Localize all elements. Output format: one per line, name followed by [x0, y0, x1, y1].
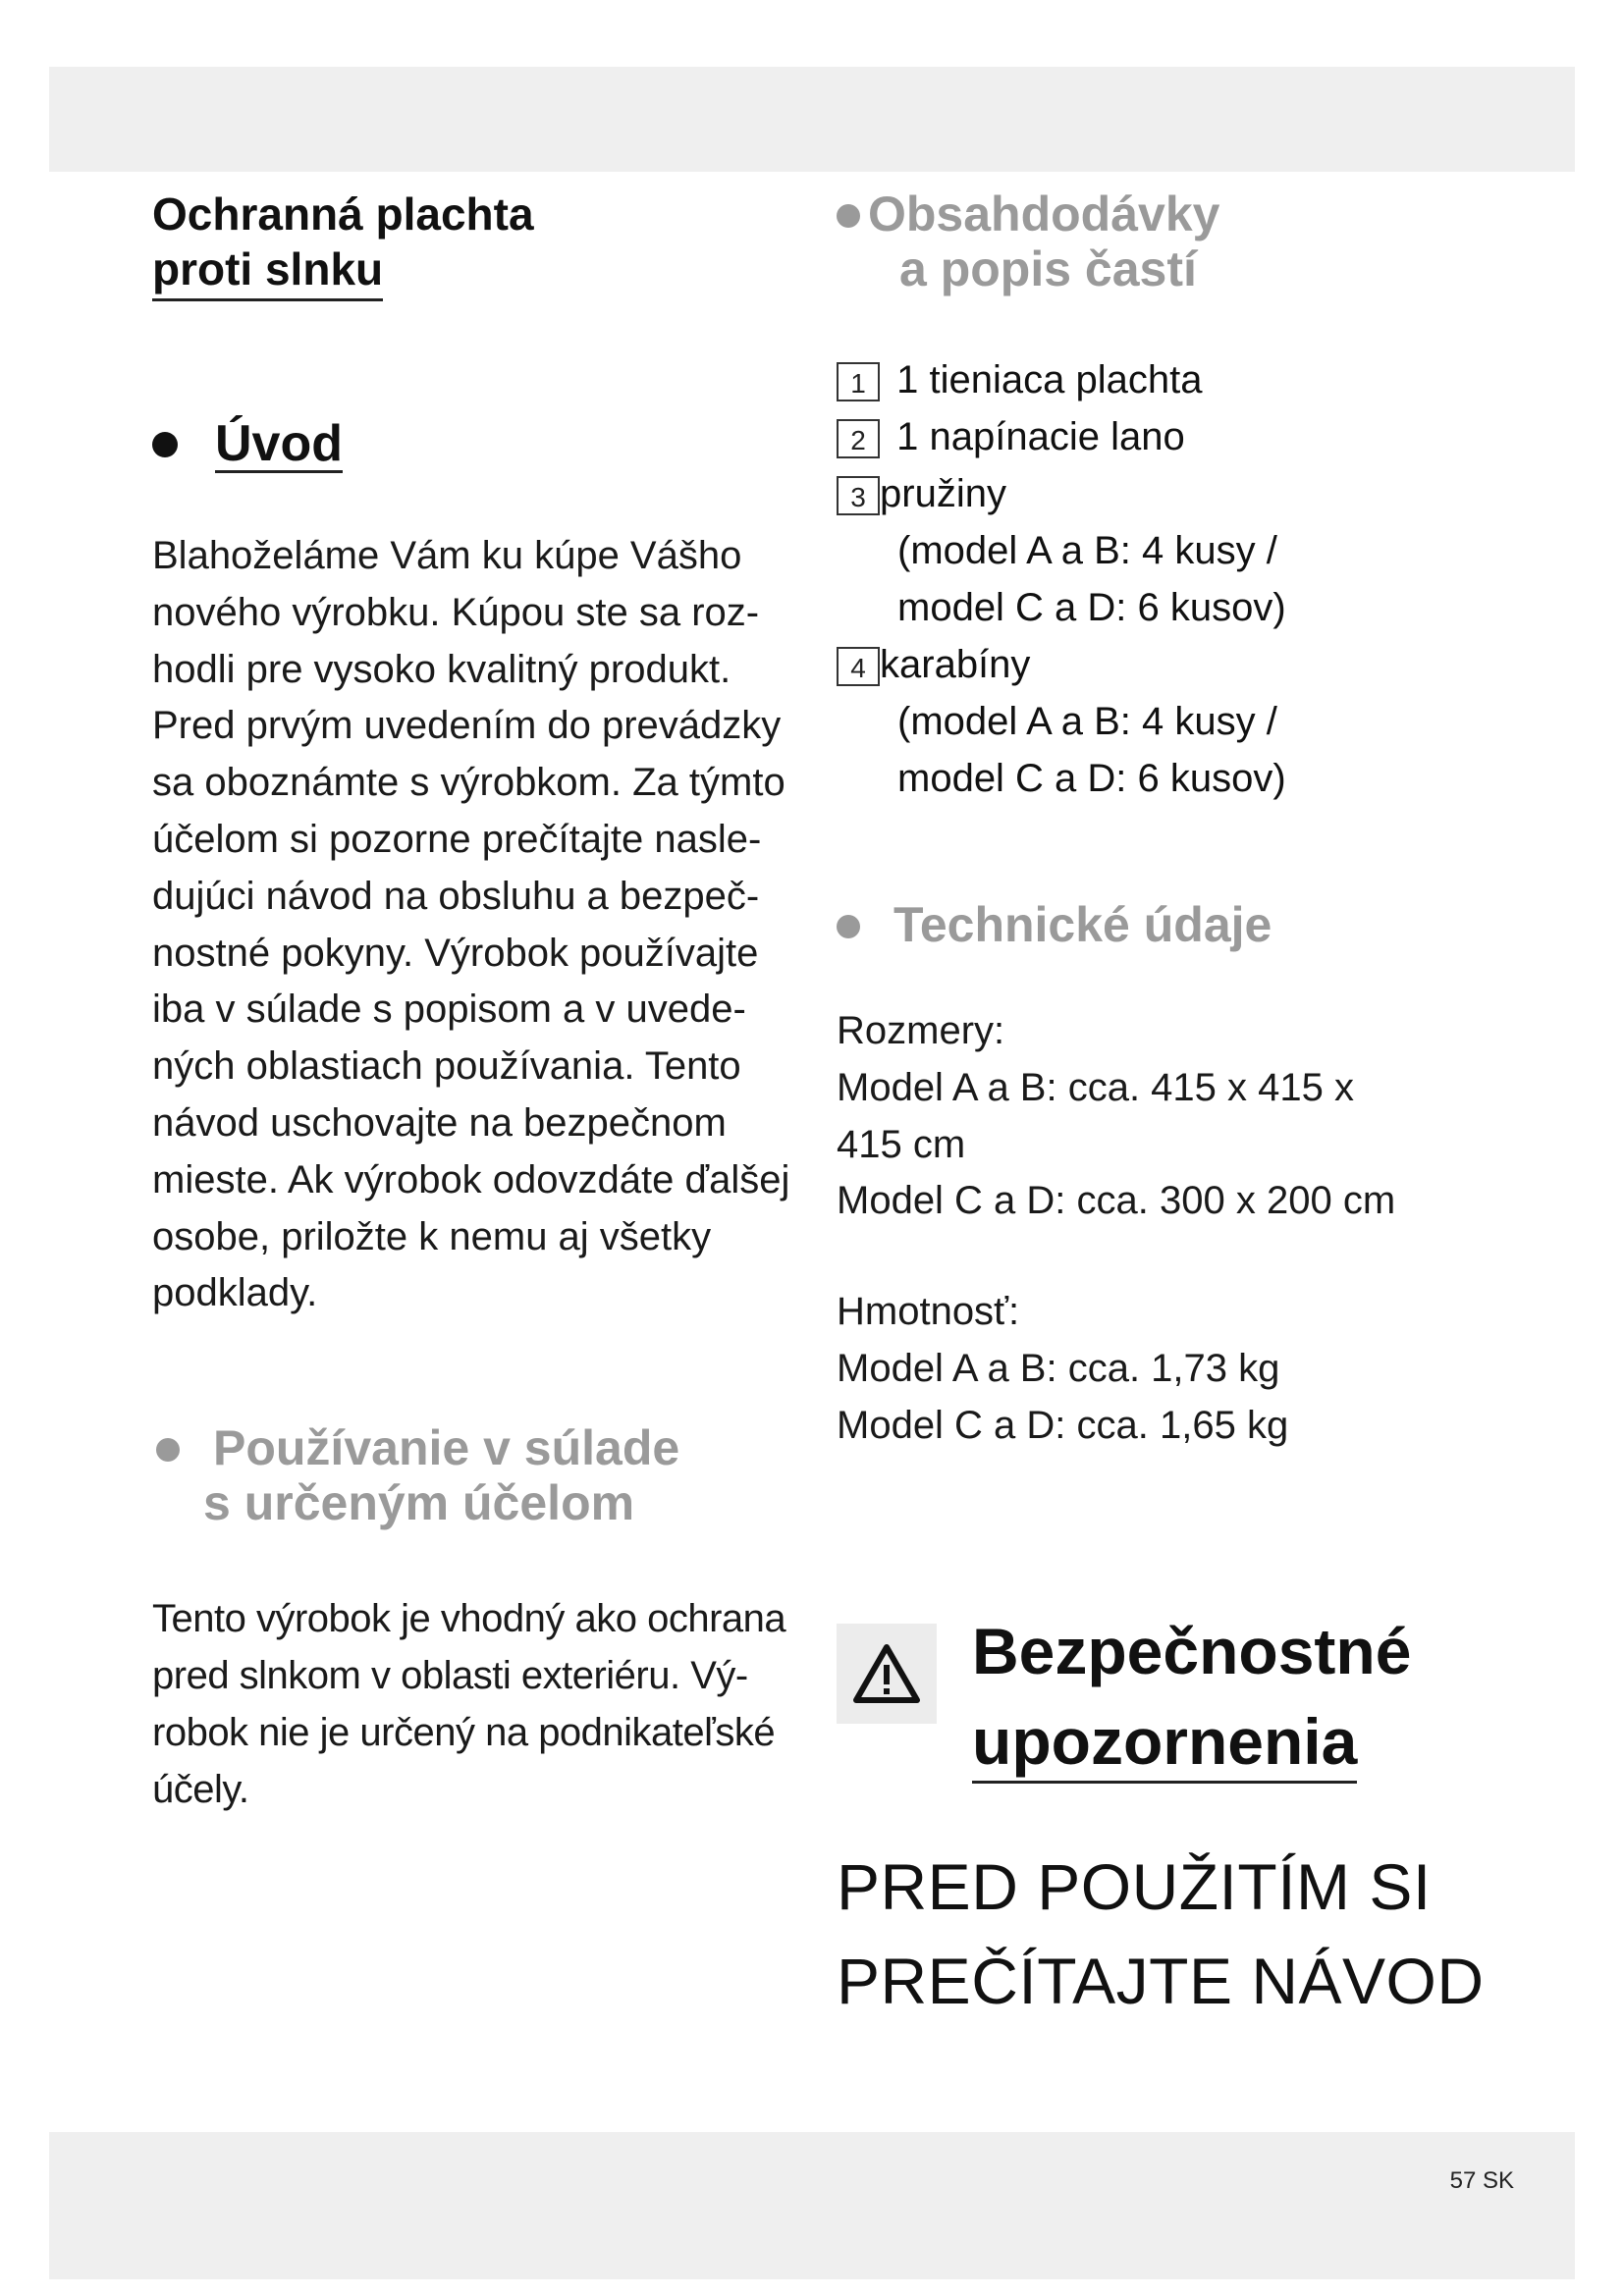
usage-heading — [152, 1420, 800, 1530]
intro-heading — [152, 414, 800, 473]
safety-heading-text — [972, 1606, 1411, 1787]
parts-list — [837, 351, 1524, 807]
weight-line: Model A a B: cca. 1,73 kg — [837, 1346, 1280, 1390]
document-title — [152, 187, 800, 301]
part-number: 2 — [837, 419, 880, 458]
part-detail: model C a D: 6 kusov) — [897, 757, 1286, 800]
part-number: 1 — [837, 362, 880, 401]
read-first-notice — [837, 1840, 1524, 2028]
part-number: 4 — [837, 647, 880, 686]
tech-heading — [837, 897, 1524, 952]
dimensions-line: 415 cm — [837, 1122, 966, 1166]
read-first-line-2: PREČÍTAJTE NÁVOD — [837, 1944, 1485, 2017]
bullet-icon — [837, 204, 860, 228]
usage-line: pred slnkom v oblasti exteriéru. Vý- — [152, 1653, 748, 1697]
part-detail: (model A a B: 4 kusy / — [897, 529, 1277, 572]
intro-line: návod uschovajte na bezpečnom — [152, 1100, 727, 1145]
usage-line: účely. — [152, 1767, 249, 1811]
intro-paragraph — [152, 528, 800, 1322]
read-first-line-1: PRED POUŽITÍM SI — [837, 1849, 1432, 1923]
tech-heading-text: Technické údaje — [893, 897, 1272, 952]
usage-heading-line-2: s určeným účelom — [203, 1475, 635, 1531]
list-item — [837, 351, 1524, 408]
intro-line: hodli pre vysoko kvalitný produkt. — [152, 647, 731, 691]
weight-line: Hmotnosť: — [837, 1290, 1020, 1334]
usage-line: robok nie je určený na podnikateľské — [152, 1710, 776, 1754]
header-band — [49, 67, 1575, 172]
intro-line: dujúci návod na obsluhu a bezpeč- — [152, 874, 760, 918]
bullet-icon — [837, 915, 860, 938]
dimensions-block — [837, 1003, 1524, 1230]
part-label: 1 napínacie lano — [896, 415, 1185, 458]
list-item — [837, 408, 1524, 465]
part-number: 3 — [837, 476, 880, 515]
right-column — [837, 187, 1524, 2028]
usage-paragraph — [152, 1591, 800, 1818]
intro-line: osobe, priložte k nemu aj všetky — [152, 1214, 712, 1258]
footer-band — [49, 2132, 1575, 2279]
usage-line: Tento výrobok je vhodný ako ochrana — [152, 1597, 786, 1641]
left-column — [152, 187, 800, 1818]
part-label: 1 tieniaca plachta — [896, 358, 1203, 401]
usage-heading-line-1: Používanie v súlade — [213, 1420, 680, 1476]
title-line-1: Ochranná plachta — [152, 188, 534, 240]
safety-line-1: Bezpečnostné — [972, 1614, 1412, 1687]
contents-heading — [837, 187, 1524, 296]
contents-heading-line-2: a popis častí — [899, 241, 1197, 296]
intro-line: mieste. Ak výrobok odovzdáte ďalšej — [152, 1157, 790, 1201]
dimensions-line: Model C a D: cca. 300 x 200 cm — [837, 1179, 1396, 1223]
list-item — [837, 636, 1524, 807]
part-label: karabíny — [880, 643, 1031, 686]
intro-line: nového výrobku. Kúpou ste sa roz- — [152, 590, 760, 634]
bullet-icon — [152, 432, 178, 457]
warning-icon-box — [837, 1624, 937, 1724]
part-detail: model C a D: 6 kusov) — [897, 586, 1286, 629]
list-item — [837, 465, 1524, 636]
intro-line: sa oboznámte s výrobkom. Za týmto — [152, 761, 785, 805]
weight-line: Model C a D: cca. 1,65 kg — [837, 1403, 1289, 1447]
intro-line: účelom si pozorne prečítajte nasle- — [152, 817, 762, 861]
contents-heading-line-1: Obsahdodávky — [868, 187, 1220, 241]
title-line-2: proti slnku — [152, 241, 383, 301]
page-number: 57 SK — [1449, 2167, 1514, 2194]
safety-heading — [837, 1606, 1524, 1792]
dimensions-line: Rozmery: — [837, 1009, 1005, 1052]
intro-line: ných oblastiach používania. Tento — [152, 1044, 741, 1089]
bullet-icon — [156, 1438, 180, 1462]
intro-heading-text: Úvod — [215, 415, 343, 472]
weight-block — [837, 1284, 1524, 1454]
intro-line: podklady. — [152, 1271, 318, 1315]
intro-line: Blahoželáme Vám ku kúpe Vášho — [152, 534, 742, 577]
warning-triangle-icon — [852, 1643, 921, 1704]
part-label: pružiny — [880, 472, 1006, 515]
intro-line: iba v súlade s popisom a v uvede- — [152, 988, 746, 1032]
dimensions-line: Model A a B: cca. 415 x 415 x — [837, 1065, 1354, 1109]
intro-line: nostné pokyny. Výrobok používajte — [152, 931, 759, 975]
safety-line-2: upozornenia — [972, 1702, 1357, 1784]
part-detail: (model A a B: 4 kusy / — [897, 700, 1277, 743]
intro-line: Pred prvým uvedením do prevádzky — [152, 704, 782, 748]
